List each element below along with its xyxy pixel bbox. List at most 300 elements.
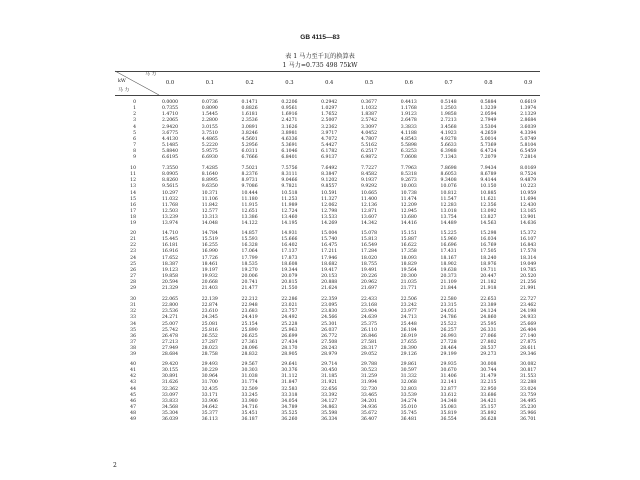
column-header: 0.5 <box>364 80 374 86</box>
table-cell: 32.362 <box>161 386 179 392</box>
table-cell: 31.259 <box>360 374 378 380</box>
table-cell: 18.902 <box>440 261 457 267</box>
table-cell: 6.1782 <box>321 149 338 155</box>
row-label: 4 <box>133 124 136 130</box>
table-cell: 4.1923 <box>440 130 457 136</box>
table-cell: 28.611 <box>520 346 537 352</box>
table-cell: 8.3847 <box>321 172 338 178</box>
table-cell: 34.789 <box>281 405 298 411</box>
table-cell: 13.901 <box>520 215 537 221</box>
table-cell: 16.622 <box>400 243 417 249</box>
table-row <box>0 303 640 309</box>
table-cell: 9.5615 <box>161 184 179 190</box>
table-cell: 19.197 <box>201 267 218 273</box>
table-cell: 29.199 <box>440 352 457 358</box>
table-cell: 14.342 <box>360 221 378 227</box>
table-cell: 5.9575 <box>201 149 218 155</box>
table-cell: 9.3408 <box>440 178 457 184</box>
column-header: 0.8 <box>484 80 493 86</box>
table-cell: 15.151 <box>400 231 417 236</box>
table-cell: 21.844 <box>440 286 457 292</box>
table-cell: 10.665 <box>360 190 378 196</box>
table-cell: 10.003 <box>400 184 417 190</box>
table-cell: 20.079 <box>281 274 298 280</box>
table-row <box>0 280 640 286</box>
table-cell: 15.519 <box>201 237 218 243</box>
table-cell: 18.314 <box>520 255 537 261</box>
table-cell: 35.672 <box>360 411 378 417</box>
table-row <box>0 203 640 209</box>
table-cell: 12.503 <box>161 209 179 215</box>
standard-code: GB 4115—83 <box>300 34 340 41</box>
row-label: 22 <box>130 243 136 249</box>
table-cell: 18.608 <box>281 261 298 267</box>
table-cell: 20.153 <box>321 274 338 280</box>
row-label: 40 <box>130 362 136 367</box>
table-cell: 7.3550 <box>161 166 179 171</box>
table-cell: 11.989 <box>281 202 298 208</box>
table-cell: 14.195 <box>281 221 298 227</box>
table-cell: 9.6350 <box>201 184 218 190</box>
table-cell: 25.669 <box>520 321 537 327</box>
column-header-row <box>0 80 640 88</box>
table-title: 表 1 马力至千瓦的换算表 <box>285 53 355 60</box>
table-cell: 10.076 <box>440 184 457 190</box>
table-cell: 18.387 <box>161 261 179 267</box>
table-cell: 5.6633 <box>440 143 457 149</box>
table-cell: 1.7652 <box>321 112 338 118</box>
table-cell: 33.759 <box>520 392 537 398</box>
table-cell: 1.3239 <box>480 106 497 112</box>
table-cell: 30.376 <box>281 368 298 374</box>
table-cell: 13.607 <box>360 215 378 221</box>
table-cell: 19.270 <box>241 267 258 273</box>
table-cell: 6.9872 <box>360 155 378 161</box>
table-cell: 33.318 <box>281 392 298 398</box>
table-cell: 18.535 <box>241 261 258 267</box>
table-cell: 8.0905 <box>161 172 179 178</box>
table-cell: 30.229 <box>201 368 218 374</box>
row-label: 43 <box>130 380 136 386</box>
table-cell: 16.402 <box>281 243 298 249</box>
table-cell: 9.4879 <box>520 178 537 184</box>
table-cell: 0.8090 <box>201 106 218 112</box>
table-cell: 8.1640 <box>201 172 218 178</box>
table-cell: 4.5601 <box>241 136 258 142</box>
table-row <box>0 334 640 340</box>
table-cell: 7.7963 <box>400 166 417 171</box>
table-cell: 4.7807 <box>360 136 378 142</box>
column-header: 0.6 <box>404 80 413 86</box>
table-cell: 9.0466 <box>281 178 298 184</box>
table-cell: 26.110 <box>360 327 378 333</box>
table-cell: 16.107 <box>520 237 537 243</box>
table-cell: 14.636 <box>520 221 537 227</box>
table-cell: 8.5318 <box>400 172 417 178</box>
table-row <box>0 184 640 190</box>
table-cell: 13.092 <box>480 209 497 215</box>
table-row <box>0 249 640 255</box>
table-row <box>0 125 640 131</box>
table-row <box>0 405 640 411</box>
table-cell: 28.096 <box>241 346 258 352</box>
table-cell: 7.8698 <box>440 166 457 171</box>
table-row <box>0 352 640 358</box>
table-cell: 17.505 <box>480 249 497 255</box>
table-row <box>0 362 640 368</box>
table-cell: 24.860 <box>480 315 497 321</box>
table-cell: 26.552 <box>201 333 218 339</box>
table-cell: 29.935 <box>440 362 457 367</box>
table-cell: 26.184 <box>400 327 417 333</box>
column-header: 0.2 <box>245 80 254 86</box>
table-cell: 20.668 <box>201 280 218 286</box>
table-cell: 11.621 <box>480 196 497 202</box>
table-cell: 6.9137 <box>321 155 338 161</box>
table-cell: 18.755 <box>360 261 378 267</box>
table-cell: 29.493 <box>201 362 218 367</box>
table-cell: 6.3253 <box>400 149 417 155</box>
table-cell: 4.1188 <box>400 130 417 136</box>
table-cell: 27.802 <box>480 340 497 346</box>
table-row <box>0 340 640 346</box>
table-cell: 32.068 <box>400 380 417 386</box>
table-cell: 23.757 <box>281 309 298 315</box>
row-label: 6 <box>133 136 136 142</box>
table-cell: 11.547 <box>440 196 457 202</box>
table-cell: 16.475 <box>321 243 338 249</box>
table-cell: 15.740 <box>321 237 338 243</box>
table-cell: 1.9858 <box>440 112 457 118</box>
table-cell: 27.875 <box>520 340 537 346</box>
table-cell: 28.390 <box>400 346 417 352</box>
row-label: 32 <box>130 309 136 315</box>
table-cell: 30.450 <box>321 368 338 374</box>
table-cell: 32.730 <box>360 386 378 392</box>
row-label: 5 <box>133 130 136 136</box>
table-cell: 15.445 <box>161 237 179 243</box>
table-cell: 1.1768 <box>400 106 417 112</box>
table-row <box>0 112 640 118</box>
table-cell: 15.004 <box>321 231 338 236</box>
table-cell: 33.539 <box>400 392 417 398</box>
table-cell: 7.5021 <box>241 166 258 171</box>
table-cell: 11.474 <box>400 196 417 202</box>
table-cell: 11.694 <box>520 196 537 202</box>
table-cell: 28.023 <box>201 346 218 352</box>
table-cell: 31.847 <box>281 380 298 386</box>
table-cell: 31.774 <box>241 380 258 386</box>
row-label: 12 <box>130 178 136 184</box>
table-cell: 3.8246 <box>241 130 258 136</box>
table-cell: 28.905 <box>281 352 298 358</box>
table-cell: 36.039 <box>161 417 179 423</box>
table-cell: 11.032 <box>161 196 179 202</box>
table-cell: 10.738 <box>400 190 417 196</box>
row-label: 20 <box>130 231 136 236</box>
table-row <box>0 237 640 243</box>
table-cell: 26.699 <box>281 333 298 339</box>
table-cell: 4.2659 <box>480 130 497 136</box>
table-cell: 22.727 <box>520 297 537 302</box>
table-cell: 32.215 <box>480 380 497 386</box>
page-number: 2 <box>113 462 117 469</box>
table-cell: 32.803 <box>400 386 417 392</box>
table-cell: 31.112 <box>281 374 298 380</box>
table-cell: 12.651 <box>241 209 258 215</box>
table-cell: 20.962 <box>360 280 378 286</box>
table-cell: 17.946 <box>321 255 338 261</box>
column-header: 0.4 <box>325 80 334 86</box>
table-cell: 29.861 <box>400 362 417 367</box>
table-cell: 3.0155 <box>201 124 218 130</box>
table-cell: 22.874 <box>201 303 218 309</box>
table-cell: 0.3677 <box>360 100 378 105</box>
table-row <box>0 322 640 328</box>
row-label: 1 <box>133 106 136 112</box>
table-cell: 35.745 <box>400 411 417 417</box>
table-cell: 30.597 <box>400 368 417 374</box>
table-cell: 15.887 <box>400 237 417 243</box>
table-cell: 36.701 <box>520 417 537 423</box>
table-cell: 10.518 <box>281 190 298 196</box>
table-cell: 27.287 <box>201 340 218 346</box>
table-cell: 26.846 <box>360 333 378 339</box>
table-cell: 4.0452 <box>360 130 378 136</box>
table-row <box>0 256 640 262</box>
table-cell: 31.406 <box>440 374 457 380</box>
table-cell: 26.478 <box>161 333 179 339</box>
table-row <box>0 286 640 292</box>
table-cell: 7.4285 <box>201 166 218 171</box>
table-cell: 0.4413 <box>400 100 417 105</box>
table-cell: 2.2800 <box>201 118 218 124</box>
table-cell: 36.628 <box>480 417 497 423</box>
table-cell: 13.386 <box>241 215 258 221</box>
table-cell: 17.211 <box>321 249 338 255</box>
table-cell: 9.7821 <box>281 184 298 190</box>
table-cell: 22.065 <box>161 297 179 302</box>
table-cell: 32.509 <box>241 386 258 392</box>
table-cell: 17.137 <box>281 249 298 255</box>
table-cell: 5.5898 <box>400 143 417 149</box>
table-cell: 20.520 <box>520 274 537 280</box>
table-cell: 34.495 <box>520 398 537 404</box>
table-cell: 19.932 <box>201 274 218 280</box>
table-cell: 5.7369 <box>480 143 497 149</box>
row-label: 7 <box>133 143 136 149</box>
row-label: 0 <box>133 100 136 105</box>
table-row <box>0 100 640 106</box>
table-cell: 16.990 <box>201 249 218 255</box>
table-cell: 23.610 <box>201 309 218 315</box>
table-cell: 25.301 <box>321 321 338 327</box>
table-cell: 11.180 <box>241 196 258 202</box>
table-cell: 26.037 <box>321 327 338 333</box>
table-cell: 3.7510 <box>201 130 218 136</box>
table-cell: 14.269 <box>321 221 338 227</box>
table-row <box>0 155 640 161</box>
table-cell: 3.1626 <box>281 124 298 130</box>
table-cell: 22.800 <box>161 303 179 309</box>
table-cell: 14.563 <box>480 221 497 227</box>
table-cell: 22.139 <box>201 297 218 302</box>
table-cell: 21.918 <box>480 286 497 292</box>
table-cell: 13.313 <box>201 215 218 221</box>
table-cell: 17.799 <box>241 255 258 261</box>
table-cell: 35.525 <box>281 411 298 417</box>
table-cell: 2.4271 <box>281 118 298 124</box>
table-cell: 12.724 <box>281 209 298 215</box>
table-cell: 5.4427 <box>321 143 338 149</box>
table-cell: 31.994 <box>360 380 378 386</box>
table-cell: 10.444 <box>241 190 258 196</box>
table-cell: 25.595 <box>480 321 497 327</box>
table-cell: 17.358 <box>400 249 417 255</box>
table-cell: 8.4582 <box>360 172 378 178</box>
table-cell: 10.371 <box>201 190 218 196</box>
table-row <box>0 417 640 423</box>
table-cell: 19.785 <box>520 267 537 273</box>
table-cell: 9.4144 <box>480 178 497 184</box>
table-cell: 25.228 <box>281 321 298 327</box>
row-label: 39 <box>130 352 136 358</box>
table-row <box>0 297 640 303</box>
table-cell: 6.5459 <box>520 149 537 155</box>
table-cell: 14.710 <box>161 231 179 236</box>
table-cell: 22.212 <box>241 297 258 302</box>
table-cell: 30.303 <box>241 368 258 374</box>
table-cell: 12.062 <box>321 202 338 208</box>
table-cell: 1.3974 <box>520 106 537 112</box>
table-cell: 21.991 <box>520 286 537 292</box>
table-cell: 26.993 <box>440 333 457 339</box>
table-cell: 32.877 <box>440 386 457 392</box>
table-cell: 20.006 <box>241 274 258 280</box>
table-cell: 23.021 <box>281 303 298 309</box>
table-cell: 3.3097 <box>360 124 378 130</box>
table-cell: 10.150 <box>480 184 497 190</box>
table-cell: 0.9561 <box>281 106 298 112</box>
table-cell: 9.8557 <box>321 184 338 190</box>
table-cell: 12.283 <box>440 202 457 208</box>
table-cell: 22.506 <box>400 297 417 302</box>
table-cell: 13.239 <box>161 215 179 221</box>
table-cell: 2.7213 <box>440 118 457 124</box>
table-row <box>0 399 640 405</box>
table-row <box>0 131 640 137</box>
table-cell: 4.6336 <box>281 136 298 142</box>
table-cell: 31.038 <box>241 374 258 380</box>
table-cell: 18.461 <box>201 261 218 267</box>
table-cell: 12.798 <box>321 209 338 215</box>
table-cell: 12.209 <box>400 202 417 208</box>
table-cell: 15.078 <box>360 231 378 236</box>
table-cell: 11.842 <box>201 202 218 208</box>
table-cell: 25.522 <box>440 321 457 327</box>
table-cell: 5.0749 <box>520 136 537 142</box>
table-cell: 34.201 <box>360 398 378 404</box>
table-cell: 12.577 <box>201 209 218 215</box>
table-cell: 28.832 <box>241 352 258 358</box>
table-cell: 31.921 <box>321 380 338 386</box>
table-cell: 19.638 <box>440 267 457 273</box>
row-label: 37 <box>130 340 136 346</box>
table-cell: 23.683 <box>241 309 258 315</box>
row-label: 18 <box>130 215 136 221</box>
table-cell: 11.327 <box>321 196 338 202</box>
table-cell: 3.9717 <box>321 130 338 136</box>
table-cell: 30.082 <box>520 362 537 367</box>
table-cell: 36.260 <box>281 417 298 423</box>
table-cell: 35.819 <box>440 411 457 417</box>
table-cell: 3.4568 <box>440 124 457 130</box>
table-cell: 26.625 <box>241 333 258 339</box>
table-row <box>0 143 640 149</box>
table-cell: 25.742 <box>161 327 179 333</box>
table-cell: 36.554 <box>440 417 457 423</box>
table-cell: 21.771 <box>400 286 417 292</box>
table-cell: 14.122 <box>241 221 258 227</box>
table-cell: 13.533 <box>321 215 338 221</box>
table-cell: 19.858 <box>161 274 179 280</box>
table-cell: 12.945 <box>400 209 417 215</box>
table-cell: 26.404 <box>520 327 537 333</box>
table-row <box>0 172 640 178</box>
table-cell: 15.813 <box>360 237 378 243</box>
row-label: 42 <box>130 374 136 380</box>
table-row <box>0 178 640 184</box>
table-cell: 20.226 <box>360 274 378 280</box>
table-cell: 35.230 <box>520 405 537 411</box>
row-label: 45 <box>130 392 136 398</box>
table-cell: 6.1046 <box>281 149 298 155</box>
table-cell: 25.890 <box>241 327 258 333</box>
table-cell: 21.624 <box>321 286 338 292</box>
table-header-bottom-rule <box>115 95 540 96</box>
table-row <box>0 221 640 227</box>
table-cell: 7.6492 <box>321 166 338 171</box>
table-cell: 24.786 <box>440 315 457 321</box>
table-cell: 19.049 <box>520 261 537 267</box>
table-cell: 0.7355 <box>161 106 179 112</box>
table-cell: 29.714 <box>321 362 338 367</box>
table-cell: 35.157 <box>480 405 497 411</box>
table-cell: 33.833 <box>161 398 179 404</box>
row-label: 24 <box>130 255 136 261</box>
table-cell: 15.960 <box>440 237 457 243</box>
table-cell: 31.626 <box>161 380 179 386</box>
table-cell: 22.359 <box>321 297 338 302</box>
table-cell: 10.885 <box>480 190 497 196</box>
table-cell: 26.919 <box>400 333 417 339</box>
table-cell: 33.171 <box>201 392 218 398</box>
row-label: 2 <box>133 112 136 118</box>
table-cell: 1.5445 <box>201 112 218 118</box>
table-row <box>0 262 640 268</box>
table-cell: 13.974 <box>161 221 179 227</box>
table-cell: 1.4710 <box>161 112 179 118</box>
table-cell: 24.198 <box>520 309 537 315</box>
table-cell: 30.964 <box>201 374 218 380</box>
table-row <box>0 137 640 143</box>
table-cell: 24.639 <box>360 315 378 321</box>
row-label: 13 <box>130 184 136 190</box>
table-cell: 17.652 <box>161 255 179 261</box>
row-label: 27 <box>130 274 136 280</box>
table-cell: 4.9278 <box>440 136 457 142</box>
row-label: 8 <box>133 149 136 155</box>
